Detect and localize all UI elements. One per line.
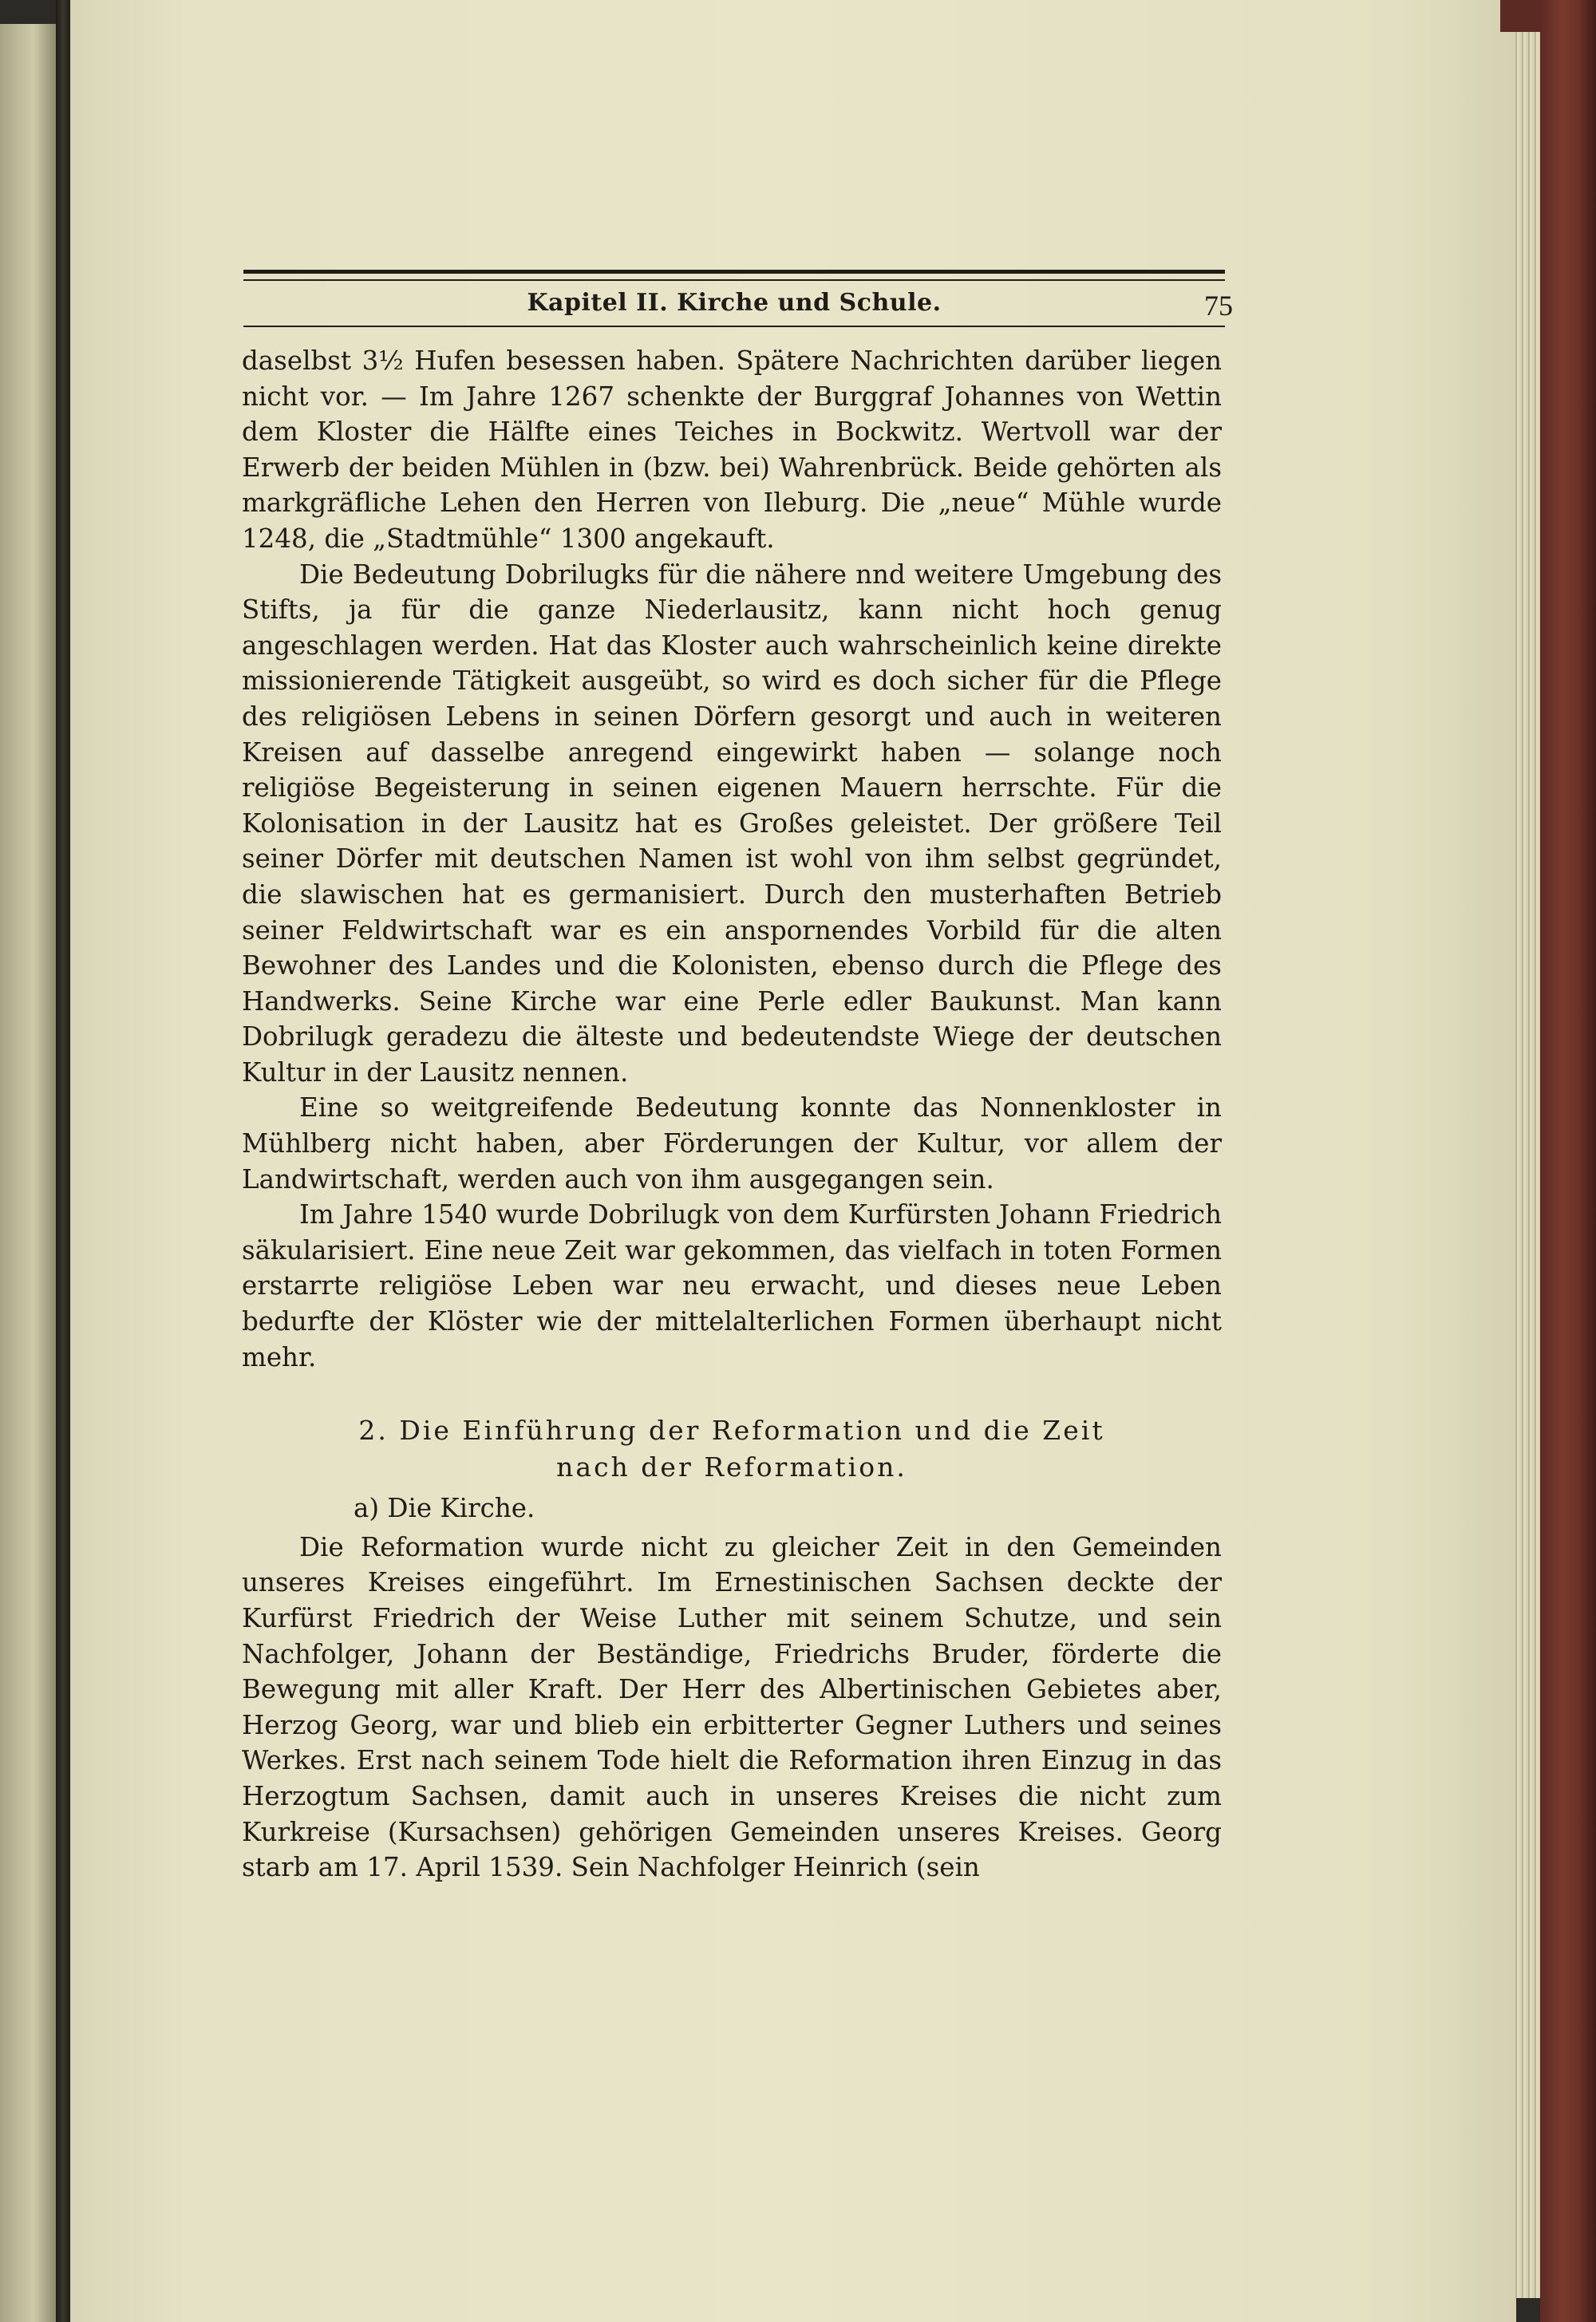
page-number: 75: [1204, 290, 1233, 322]
paragraph-5: Die Reformation wurde nicht zu gleicher Zeit in den Gemeinden unseres Kreises eingeführt. Im Ernestinischen Sachsen deckte der Kurfürst Friedrich der Weise Luther mit seinem Schutze, und sein Nachfolger, Johann der Beständige, Friedrichs Bruder, förderte die Bewegung mit aller Kraft. Der Herr des Albertinischen Gebietes aber, Herzog Georg, war und blieb ein erbitterter Gegner Luthers und seines Werkes. Erst nach seinem Tode hielt die Reformation ihren Einzug in das Herzogtum Sachsen, damit auch in unseres Kreises die nicht zum Kurkreise (Kursachsen) gehörigen Gemeinden unseres Kreises. Georg starb am 17. April 1539. Sein Nachfolger Heinrich (sein: [242, 1531, 1222, 1883]
page-edges: [1513, 32, 1540, 2298]
paragraph-3: Eine so weitgreifende Bedeutung konnte das Nonnenkloster in Mühlberg nicht haben, aber Förderungen der Kultur, vor allem der Landwirtschaft, werden auch von ihm ausgegangen sein.: [242, 1092, 1222, 1195]
body-text: [242, 343, 1222, 1886]
sub-heading: a) Die Kirche.: [354, 1493, 535, 1524]
book-cover: [1540, 0, 1596, 2322]
paragraph-2: Die Bedeutung Dobrilugks für die nähere nnd weitere Umgebung des Stifts, ja für die ganze Niederlausitz, kann nicht hoch genug angeschlagen werden. Hat das Kloster auch wahrscheinlich keine direkte missionierende Tätigkeit ausgeübt, so wird es doch sicher für die Pflege des religiösen Lebens in seinen Dörfern gesorgt und auch in weiteren Kreisen auf dasselbe anregend eingewirkt haben — solange noch religiöse Begeisterung in seinen eigenen Mauern herrschte. Für die Kolonisation in der Lausitz hat es Großes geleistet. Der größere Teil seiner Dörfer mit deutschen Namen ist wohl von ihm selbst gegründet, die slawischen hat es germanisiert. Durch den musterhaften Betrieb seiner Feldwirtschaft war es ein anspornendes Vorbild für die alten Bewohner des Landes und die Kolonisten, ebenso durch die Pflege des Handwerks. Seine Kirche war eine Perle edler Baukunst. Man kann Dobrilugk geradezu die älteste und bedeutendste Wiege der deutschen Kultur in der Lausitz nennen.: [242, 559, 1222, 1088]
section-heading-line-2: nach der Reformation.: [556, 1451, 907, 1483]
header-rule-thin: [243, 279, 1225, 281]
left-page-edge: [0, 24, 56, 2322]
header-rule-thick: [243, 270, 1225, 274]
section-heading: [242, 1412, 1222, 1486]
header-rule-bottom: [243, 326, 1225, 327]
section-heading-line-1: 2. Die Einführung der Reformation und die Zeit: [358, 1415, 1105, 1447]
paragraph-1: daselbst 3½ Hufen besessen haben. Spätere Nachrichten darüber liegen nicht vor. — Im Jahre 1267 schenkte der Burggraf Johannes von Wettin dem Kloster die Hälfte eines Teiches in Bockwitz. Wertvoll war der Erwerb der beiden Mühlen in (bzw. bei) Wahrenbrück. Beide gehörten als markgräfliche Lehen den Herren von Ileburg. Die „neue“ Mühle wurde 1248, die „Stadtmühle“ 1300 angekauft.: [242, 346, 1222, 554]
chapter-title: Kapitel II. Kirche und Schule.: [527, 289, 942, 317]
running-header: [243, 270, 1233, 322]
paragraph-4: Im Jahre 1540 wurde Dobrilugk von dem Kurfürsten Johann Friedrich säkularisiert. Eine neue Zeit war gekommen, das vielfach in toten Formen erstarrte religiöse Leben war neu erwacht, und dieses neue Leben bedurfte der Klöster wie der mittelalterlichen Formen überhaupt nicht mehr.: [242, 1199, 1222, 1372]
book-gutter: [56, 0, 70, 2322]
